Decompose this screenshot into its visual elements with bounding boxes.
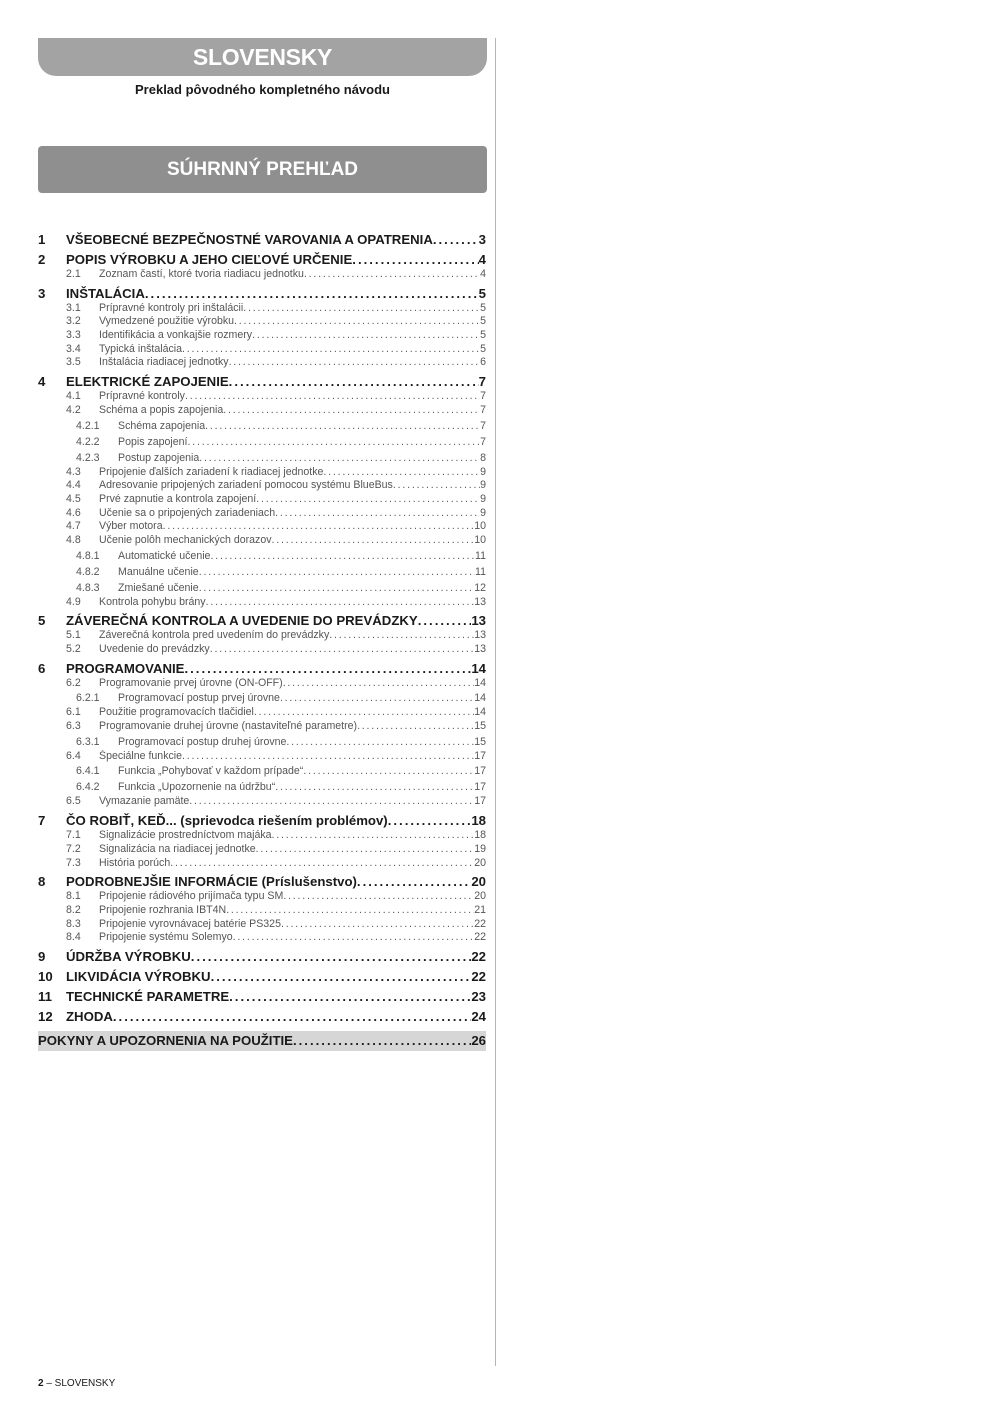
- column-divider: [495, 38, 496, 1366]
- toc-entry-page: 7: [480, 403, 486, 416]
- toc-entry-title: Vymedzené použitie výrobku: [99, 315, 235, 328]
- toc-entry-number: 6.2.1: [76, 692, 100, 705]
- toc-entry-number: 4: [38, 374, 46, 390]
- toc-entry-title: Signalizácia na riadiacej jednotke: [99, 842, 256, 855]
- toc-entry-6-4-1[interactable]: [38, 763, 486, 779]
- toc-entry-4-2-1[interactable]: [38, 418, 486, 434]
- toc-entry-6-1[interactable]: [38, 706, 486, 720]
- toc-entry-number: 4.9: [66, 595, 81, 608]
- toc-entry-number: 4.7: [66, 520, 81, 533]
- toc-entry-3-2[interactable]: [38, 315, 486, 329]
- toc-entry-page: 22: [474, 931, 486, 944]
- toc-entry-page: 9: [480, 479, 486, 492]
- toc-entry-page: 15: [474, 735, 486, 748]
- toc-leader-dots: [191, 949, 472, 965]
- toc-entry-number: 3.5: [66, 356, 81, 369]
- toc-entry-page: 9: [480, 492, 486, 505]
- toc-entry-page: 13: [474, 643, 486, 655]
- toc-entry-title: Identifikácia a vonkajšie rozmery: [99, 329, 253, 342]
- toc-entry-page: 5: [478, 285, 486, 301]
- toc-entry-number: 1: [38, 232, 46, 247]
- toc-entry-10[interactable]: [38, 969, 486, 985]
- toc-entry-number: 7.1: [66, 829, 81, 842]
- toc-leader-dots: [272, 534, 475, 548]
- toc-entry-4-6[interactable]: [38, 507, 486, 521]
- toc-entry-3-4[interactable]: [38, 343, 486, 357]
- toc-entry-page: 6: [480, 356, 486, 369]
- toc-entry-page: 18: [471, 813, 486, 829]
- toc-leader-dots: [303, 763, 474, 779]
- toc-leader-dots: [210, 548, 475, 564]
- toc-entry-3-3[interactable]: [38, 329, 486, 343]
- toc-entry-number: 2.1: [66, 268, 81, 280]
- toc-entry-4-1[interactable]: [38, 390, 486, 404]
- toc-leader-dots: [206, 596, 475, 610]
- toc-entry-number: 8.3: [66, 917, 81, 930]
- toc-entry-page: 11: [475, 565, 486, 578]
- toc-entry-number: 11: [38, 988, 52, 1004]
- toc-leader-dots: [184, 661, 471, 677]
- toc-entry-5[interactable]: [38, 613, 486, 629]
- toc-leader-dots: [188, 434, 481, 450]
- toc-leader-dots: [210, 643, 474, 657]
- toc-entry-number: 6.4: [66, 749, 81, 762]
- toc-entry-number: 4.8: [66, 533, 81, 546]
- toc-entry-number: 3.1: [66, 301, 81, 314]
- page-footer: [38, 1378, 115, 1389]
- toc-entry-page: 9: [480, 465, 486, 478]
- toc-entry-page: 18: [474, 829, 486, 842]
- toc-entry-number: 3: [38, 285, 46, 301]
- toc-entry-title: Schéma zapojenia: [118, 419, 206, 432]
- toc-entry-8-1[interactable]: [38, 890, 486, 904]
- document-subtitle: Preklad pôvodného kompletného návodu: [135, 82, 390, 97]
- toc-entry-page: 12: [474, 581, 486, 594]
- toc-entry-page: 9: [480, 506, 486, 519]
- toc-entry-number: 6.3.1: [76, 735, 100, 748]
- toc-leader-dots: [185, 390, 480, 404]
- toc-entry-page: 26: [471, 1032, 486, 1048]
- toc-entry-4-5[interactable]: [38, 493, 486, 507]
- toc-entry-number: 7.3: [66, 856, 81, 869]
- toc-entry-title: Typická inštalácia: [99, 342, 183, 355]
- toc-entry-6-3[interactable]: [38, 720, 486, 734]
- toc-entry-4-2-3[interactable]: [38, 450, 486, 466]
- toc-entry-title: POKYNY A UPOZORNENIA NA POUŽITIE: [38, 1032, 293, 1048]
- toc-entry-title: LIKVIDÁCIA VÝROBKU: [66, 968, 211, 984]
- toc-entry-8-2[interactable]: [38, 904, 486, 918]
- toc-entry-number: 6: [38, 660, 46, 676]
- toc-entry-page: 20: [474, 890, 486, 903]
- toc-leader-dots: [357, 874, 471, 890]
- toc-entry-title: Vymazanie pamäte: [99, 795, 190, 808]
- toc-entry-page: 17: [474, 795, 486, 808]
- toc-entry-number: 4.4: [66, 479, 81, 492]
- toc-entry-7[interactable]: [38, 813, 486, 829]
- toc-entry-page: 7: [480, 390, 486, 403]
- toc-entry-title: ÚDRŽBA VÝROBKU: [66, 948, 191, 964]
- toc-entry-7-1[interactable]: [38, 829, 486, 843]
- toc-leader-dots: [283, 677, 475, 691]
- toc-entry-7-2[interactable]: [38, 843, 486, 857]
- toc-entry-number: 10: [38, 968, 53, 984]
- toc-entry-title: ZÁVEREČNÁ KONTROLA A UVEDENIE DO PREVÁDZKY: [66, 613, 418, 629]
- toc-entry-number: 6.4.2: [76, 781, 100, 794]
- toc-entry-number: 8.1: [66, 890, 81, 903]
- toc-leader-dots: [223, 404, 480, 418]
- toc-entry-4-8[interactable]: [38, 534, 486, 548]
- toc-entry-number: 2: [38, 252, 46, 267]
- toc-entry-4-7[interactable]: [38, 520, 486, 534]
- toc-entry-4[interactable]: [38, 374, 486, 390]
- toc-entry-2[interactable]: [38, 252, 486, 268]
- toc-entry-page: 14: [474, 692, 486, 705]
- table-of-contents: [38, 232, 486, 1051]
- toc-entry-9[interactable]: [38, 949, 486, 965]
- toc-final-entry[interactable]: [38, 1031, 486, 1051]
- toc-entry-page: 10: [474, 520, 486, 533]
- toc-entry-title: Signalizácie prostredníctvom majáka: [99, 829, 272, 842]
- toc-entry-number: 5.1: [66, 629, 81, 642]
- toc-leader-dots: [272, 829, 475, 843]
- toc-entry-title: Funkcia „Upozornenie na údržbu“: [118, 781, 276, 794]
- toc-entry-page: 13: [474, 629, 486, 642]
- toc-entry-title: Programovací postup prvej úrovne: [118, 692, 280, 705]
- toc-entry-page: 11: [475, 549, 486, 562]
- toc-entry-title: História porúch: [99, 856, 171, 869]
- toc-entry-number: 4.2: [66, 403, 81, 416]
- toc-entry-number: 7.2: [66, 842, 81, 855]
- toc-entry-title: Pripojenie systému Solemyo: [99, 931, 233, 944]
- toc-entry-page: 20: [474, 856, 486, 869]
- toc-entry-number: 6.2: [66, 676, 81, 689]
- toc-entry-number: 8.4: [66, 931, 81, 944]
- toc-entry-page: 22: [471, 948, 486, 964]
- toc-entry-title: Programovanie druhej úrovne (nastaviteľné parametre): [99, 720, 358, 733]
- toc-entry-2-1[interactable]: [38, 268, 486, 282]
- toc-entry-number: 9: [38, 948, 46, 964]
- toc-entry-page: 23: [471, 988, 486, 1004]
- toc-entry-title: VŠEOBECNÉ BEZPEČNOSTNÉ VAROVANIA A OPATRENIA: [66, 232, 433, 247]
- toc-entry-page: 13: [474, 595, 486, 608]
- toc-entry-number: 4.6: [66, 506, 81, 519]
- toc-entry-6[interactable]: [38, 661, 486, 677]
- toc-entry-number: 4.5: [66, 492, 81, 505]
- toc-entry-title: Adresovanie pripojených zariadení pomocou systému BlueBus: [99, 479, 393, 492]
- toc-entry-page: 5: [480, 301, 486, 314]
- toc-leader-dots: [233, 931, 475, 945]
- footer-text: – SLOVENSKY: [43, 1378, 116, 1389]
- toc-entry-title: Kontrola pohybu brány: [99, 595, 206, 608]
- toc-entry-number: 5.2: [66, 643, 81, 655]
- toc-entry-title: POPIS VÝROBKU A JEHO CIEĽOVÉ URČENIE: [66, 252, 353, 267]
- toc-leader-dots: [393, 479, 480, 493]
- toc-leader-dots: [433, 232, 479, 248]
- toc-entry-8-3[interactable]: [38, 918, 486, 932]
- toc-entry-title: Zoznam častí, ktoré tvoria riadiacu jednotku: [99, 268, 304, 280]
- toc-entry-4-2[interactable]: [38, 404, 486, 418]
- toc-leader-dots: [256, 493, 480, 507]
- toc-entry-number: 6.5: [66, 795, 81, 808]
- toc-entry-title: Funkcia „Pohybovať v každom prípade“: [118, 765, 304, 778]
- toc-entry-number: 6.1: [66, 706, 81, 719]
- toc-entry-page: 19: [474, 842, 486, 855]
- toc-entry-title: Schéma a popis zapojenia: [99, 403, 224, 416]
- toc-leader-dots: [252, 329, 480, 343]
- toc-entry-1[interactable]: [38, 232, 486, 248]
- toc-entry-number: 7: [38, 813, 46, 829]
- toc-leader-dots: [323, 466, 480, 480]
- toc-entry-number: 8.2: [66, 903, 81, 916]
- toc-leader-dots: [113, 1009, 471, 1025]
- toc-entry-title: Prípravné kontroly: [99, 390, 185, 403]
- toc-entry-page: 22: [474, 917, 486, 930]
- toc-entry-title: Popis zapojení: [118, 435, 188, 448]
- toc-entry-title: Inštalácia riadiacej jednotky: [99, 356, 229, 369]
- toc-entry-title: Výber motora: [99, 520, 163, 533]
- toc-entry-title: Učenie polôh mechanických dorazov: [99, 533, 272, 546]
- toc-entry-page: 13: [471, 613, 486, 629]
- toc-entry-6-4-2[interactable]: [38, 779, 486, 795]
- toc-leader-dots: [189, 795, 474, 809]
- toc-entry-6-4[interactable]: [38, 750, 486, 764]
- toc-leader-dots: [229, 374, 479, 390]
- toc-entry-11[interactable]: [38, 989, 486, 1005]
- toc-leader-dots: [281, 918, 474, 932]
- toc-entry-page: 15: [474, 720, 486, 733]
- toc-leader-dots: [254, 706, 474, 720]
- toc-leader-dots: [234, 315, 480, 329]
- toc-entry-number: 4.2.3: [76, 451, 100, 464]
- toc-entry-number: 5: [38, 613, 46, 629]
- toc-entry-title: Prípravné kontroly pri inštalácii: [99, 301, 244, 314]
- toc-entry-title: Použitie programovacích tlačidiel: [99, 706, 254, 719]
- toc-entry-6-2[interactable]: [38, 677, 486, 691]
- toc-leader-dots: [182, 343, 480, 357]
- toc-entry-5-1[interactable]: [38, 629, 486, 643]
- toc-entry-4-2-2[interactable]: [38, 434, 486, 450]
- toc-entry-page: 5: [480, 329, 486, 342]
- toc-entry-4-8-2[interactable]: [38, 564, 486, 580]
- toc-entry-title: ZHODA: [66, 1008, 113, 1024]
- toc-entry-title: INŠTALÁCIA: [66, 285, 145, 301]
- toc-leader-dots: [352, 252, 478, 268]
- toc-entry-number: 8: [38, 874, 46, 890]
- toc-leader-dots: [329, 629, 474, 643]
- toc-entry-title: TECHNICKÉ PARAMETRE: [66, 988, 230, 1004]
- toc-entry-page: 14: [474, 676, 486, 689]
- toc-entry-title: Postup zapojenia: [118, 451, 200, 464]
- toc-entry-title: Programovací postup druhej úrovne: [118, 735, 287, 748]
- toc-entry-title: Pripojenie ďalších zariadení k riadiacej jednotke: [99, 465, 324, 478]
- toc-entry-page: 3: [478, 232, 486, 247]
- toc-entry-6-2-1[interactable]: [38, 690, 486, 706]
- toc-entry-number: 4.3: [66, 465, 81, 478]
- toc-leader-dots: [286, 734, 474, 750]
- toc-entry-page: 17: [474, 749, 486, 762]
- toc-leader-dots: [275, 507, 480, 521]
- toc-leader-dots: [256, 843, 475, 857]
- toc-entry-title: ČO ROBIŤ, KEĎ... (sprievodca riešením problémov): [66, 813, 388, 829]
- toc-entry-title: Uvedenie do prevádzky: [99, 643, 210, 655]
- toc-entry-8-4[interactable]: [38, 931, 486, 945]
- toc-entry-4-3[interactable]: [38, 466, 486, 480]
- toc-entry-title: ELEKTRICKÉ ZAPOJENIE: [66, 374, 229, 390]
- toc-leader-dots: [388, 813, 472, 829]
- toc-entry-page: 5: [480, 315, 486, 328]
- toc-entry-7-3[interactable]: [38, 857, 486, 871]
- toc-entry-number: 4.8.2: [76, 565, 100, 578]
- toc-entry-number: 12: [38, 1008, 53, 1024]
- summary-heading: SÚHRNNÝ PREHĽAD: [38, 146, 487, 193]
- toc-entry-4-8-3[interactable]: [38, 580, 486, 596]
- toc-entry-title: Automatické učenie: [118, 549, 211, 562]
- toc-entry-page: 22: [471, 968, 486, 984]
- toc-leader-dots: [229, 989, 471, 1005]
- toc-leader-dots: [199, 580, 475, 596]
- toc-entry-4-8-1[interactable]: [38, 548, 486, 564]
- toc-entry-number: 3.3: [66, 329, 81, 342]
- toc-entry-6-3-1[interactable]: [38, 734, 486, 750]
- toc-entry-title: Záverečná kontrola pred uvedením do prevádzky: [99, 629, 330, 642]
- toc-entry-page: 14: [474, 706, 486, 719]
- toc-leader-dots: [211, 969, 472, 985]
- toc-entry-title: Pripojenie rádiového prijímača typu SM: [99, 890, 284, 903]
- toc-leader-dots: [145, 286, 479, 302]
- toc-leader-dots: [280, 690, 474, 706]
- toc-leader-dots: [357, 720, 474, 734]
- toc-entry-12[interactable]: [38, 1009, 486, 1025]
- toc-leader-dots: [229, 356, 481, 370]
- toc-leader-dots: [283, 890, 474, 904]
- toc-leader-dots: [170, 857, 474, 871]
- toc-entry-number: 4.2.1: [76, 419, 100, 432]
- toc-entry-title: Manuálne učenie: [118, 565, 199, 578]
- toc-entry-page: 8: [480, 451, 486, 464]
- toc-entry-3-1[interactable]: [38, 302, 486, 316]
- toc-entry-title: Prvé zapnutie a kontrola zapojení: [99, 492, 257, 505]
- toc-leader-dots: [293, 1031, 471, 1051]
- toc-entry-page: 4: [480, 268, 486, 280]
- toc-entry-title: Pripojenie vyrovnávacej batérie PS325: [99, 917, 281, 930]
- toc-entry-number: 3.4: [66, 342, 81, 355]
- toc-leader-dots: [304, 268, 480, 282]
- toc-leader-dots: [243, 302, 480, 316]
- toc-entry-title: Programovanie prvej úrovne (ON-OFF): [99, 676, 283, 689]
- toc-entry-title: Pripojenie rozhrania IBT4N: [99, 903, 227, 916]
- toc-entry-title: Špeciálne funkcie: [99, 749, 183, 762]
- toc-entry-number: 4.1: [66, 390, 81, 403]
- toc-leader-dots: [182, 750, 474, 764]
- toc-leader-dots: [205, 418, 480, 434]
- toc-entry-page: 7: [480, 435, 486, 448]
- toc-leader-dots: [418, 613, 472, 629]
- toc-entry-3[interactable]: [38, 286, 486, 302]
- toc-entry-3-5[interactable]: [38, 356, 486, 370]
- toc-entry-page: 17: [474, 765, 486, 778]
- toc-leader-dots: [199, 564, 475, 580]
- toc-entry-page: 5: [480, 342, 486, 355]
- toc-entry-4-9[interactable]: [38, 596, 486, 610]
- toc-entry-title: Učenie sa o pripojených zariadeniach: [99, 506, 276, 519]
- toc-entry-title: Zmiešané učenie: [118, 581, 199, 594]
- toc-entry-page: 14: [471, 660, 486, 676]
- footer-page-number: 2: [38, 1378, 44, 1389]
- toc-entry-6-5[interactable]: [38, 795, 486, 809]
- toc-entry-number: 6.3: [66, 720, 81, 733]
- toc-leader-dots: [226, 904, 474, 918]
- toc-entry-number: 4.8.3: [76, 581, 100, 594]
- toc-entry-page: 20: [471, 874, 486, 890]
- toc-entry-5-2[interactable]: [38, 643, 486, 657]
- toc-entry-number: 6.4.1: [76, 765, 100, 778]
- toc-entry-number: 4.8.1: [76, 549, 100, 562]
- toc-entry-8[interactable]: [38, 874, 486, 890]
- toc-leader-dots: [275, 779, 474, 795]
- toc-entry-page: 7: [478, 374, 486, 390]
- toc-entry-page: 17: [474, 781, 486, 794]
- toc-entry-number: 4.2.2: [76, 435, 100, 448]
- toc-entry-page: 21: [474, 903, 486, 916]
- toc-entry-number: 3.2: [66, 315, 81, 328]
- toc-entry-page: 24: [471, 1008, 486, 1024]
- language-banner: SLOVENSKY: [38, 38, 487, 76]
- toc-leader-dots: [199, 450, 480, 466]
- toc-entry-page: 4: [478, 252, 486, 267]
- toc-entry-4-4[interactable]: [38, 479, 486, 493]
- toc-entry-title: PODROBNEJŠIE INFORMÁCIE (Príslušenstvo): [66, 874, 357, 890]
- toc-entry-page: 10: [474, 533, 486, 546]
- toc-leader-dots: [163, 520, 475, 534]
- toc-entry-page: 7: [480, 419, 486, 432]
- toc-entry-title: PROGRAMOVANIE: [66, 660, 185, 676]
